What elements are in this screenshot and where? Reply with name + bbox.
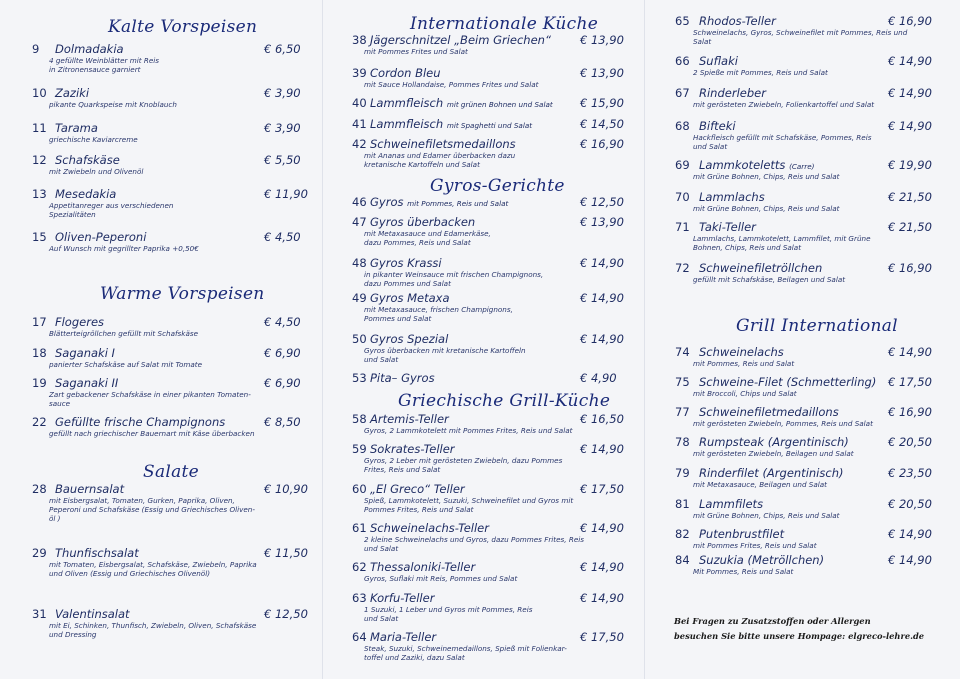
item-name [55, 607, 130, 621]
item-price: € 11,50 [264, 546, 308, 560]
item-price: € 4,50 [264, 315, 301, 329]
item-name-detail: mit Pommes, Reis und Salat [407, 199, 509, 208]
item-number: 18 [32, 346, 47, 360]
item-name-text: Tarama [55, 121, 98, 135]
item-price: € 13,90 [580, 215, 624, 229]
item-name-text: Gyros Spezial [370, 332, 449, 346]
item-price: € 16,90 [888, 14, 932, 28]
item-name-text: Jägerschnitzel „Beim Griechen“ [370, 33, 551, 47]
item-price: € 3,90 [264, 86, 301, 100]
item-name-text: Schafskäse [55, 153, 120, 167]
item-price: € 14,90 [580, 521, 624, 535]
item-number: 59 [352, 442, 367, 456]
item-name [370, 521, 489, 535]
item-name [55, 482, 124, 496]
item-description: Auf Wunsch mit gegrillter Paprika +0,50€ [49, 244, 199, 253]
item-name [370, 560, 475, 574]
item-name-text: Rumpsteak (Argentinisch) [699, 435, 849, 449]
item-name-text: Rinderfilet (Argentinisch) [699, 466, 844, 480]
item-name [699, 220, 756, 234]
item-name [370, 195, 508, 209]
item-number: 84 [675, 553, 690, 567]
item-name-text: Schweinelachs [699, 345, 784, 359]
item-name-text: Schweinefiletröllchen [699, 261, 823, 275]
item-description: mit Tomaten, Eisbergsalat, Schafskäse, Zwiebeln, Paprika und Oliven (Essig und Griechisches Olivenöl) [49, 560, 257, 578]
item-name [699, 190, 765, 204]
item-name [55, 546, 139, 560]
item-price: € 5,50 [264, 153, 301, 167]
item-price: € 17,50 [580, 482, 624, 496]
item-description: mit Eisbergsalat, Tomaten, Gurken, Paprika, Oliven, Peperoni und Schafskäse (Essig und Griechisches Oliven- öl ) [49, 496, 255, 523]
item-name-text: Lammkoteletts [699, 158, 786, 172]
item-name-text: Schweine-Filet (Schmetterling) [699, 375, 877, 389]
item-name [370, 591, 434, 605]
item-name [370, 66, 441, 80]
item-number: 40 [352, 96, 367, 110]
item-number: 12 [32, 153, 47, 167]
item-name-text: Bauernsalat [55, 482, 125, 496]
item-name-text: Saganaki I [55, 346, 115, 360]
item-description: mit Pommes Frites und Salat [364, 47, 468, 56]
item-number: 77 [675, 405, 690, 419]
item-price: € 4,90 [580, 371, 617, 385]
item-description: griechische Kaviarcreme [49, 135, 138, 144]
item-description: mit Ananas und Edamer überbacken dazu kretanische Kartoffeln und Salat [364, 151, 516, 169]
item-number: 81 [675, 497, 690, 511]
item-name [55, 376, 118, 390]
item-name-text: Suzukia (Metröllchen) [699, 553, 825, 567]
item-name [370, 412, 449, 426]
item-name [699, 86, 766, 100]
item-name [370, 482, 465, 496]
item-description: Mit Pommes, Reis und Salat [693, 567, 794, 576]
item-name-text: Schweinefiletmedaillons [699, 405, 839, 419]
allergen-note-line1: Bei Fragen zu Zusatzstoffen oder Allergen [674, 616, 871, 626]
item-name [55, 86, 89, 100]
item-number: 39 [352, 66, 367, 80]
item-name-text: Flogeres [55, 315, 105, 329]
item-description: mit Pommes Frites, Reis und Salat [693, 541, 817, 550]
item-number: 31 [32, 607, 47, 621]
item-name-text: Thunfischsalat [55, 546, 139, 560]
item-price: € 4,50 [264, 230, 301, 244]
item-name-text: Suflaki [699, 54, 738, 68]
item-name [370, 256, 442, 270]
item-description: mit Grüne Bohnen, Chips, Reis und Salat [693, 511, 840, 520]
item-price: € 13,90 [580, 33, 624, 47]
item-price: € 15,90 [580, 96, 624, 110]
item-name [699, 158, 814, 172]
item-name [699, 375, 876, 389]
item-description: Blätterteigröllchen gefüllt mit Schafskäse [49, 329, 199, 338]
item-name-text: Putenbrustfilet [699, 527, 785, 541]
item-name [699, 261, 822, 275]
item-price: € 17,50 [888, 375, 932, 389]
item-description: mit Sauce Hollandaise, Pommes Frites und Salat [364, 80, 539, 89]
item-name-text: Zaziki [55, 86, 90, 100]
item-description: in pikanter Weinsauce mit frischen Champignons, dazu Pommes und Salat [364, 270, 544, 288]
item-price: € 10,90 [264, 482, 308, 496]
item-name-text: Gefüllte frische Champignons [55, 415, 226, 429]
item-name-text: Artemis-Teller [370, 412, 449, 426]
item-name-text: Lammfleisch [370, 96, 444, 110]
item-name [699, 553, 824, 567]
item-name [699, 405, 839, 419]
item-description: mit Zwiebeln und Olivenöl [49, 167, 144, 176]
item-name-text: Schweinelachs-Teller [370, 521, 489, 535]
item-number: 68 [675, 119, 690, 133]
item-number: 49 [352, 291, 367, 305]
item-name [699, 527, 784, 541]
left-panel [0, 0, 322, 679]
item-description: Appetitanreger aus verschiedenen Spezialitäten [49, 201, 174, 219]
item-price: € 21,50 [888, 190, 932, 204]
item-name [370, 442, 455, 456]
item-number: 75 [675, 375, 690, 389]
item-price: € 16,90 [888, 261, 932, 275]
item-number: 70 [675, 190, 690, 204]
item-number: 82 [675, 527, 690, 541]
item-name [699, 466, 843, 480]
item-number: 78 [675, 435, 690, 449]
item-number: 71 [675, 220, 690, 234]
item-description: mit gerösteten Zwiebeln, Pommes, Reis und Salat [693, 419, 873, 428]
item-name [55, 415, 225, 429]
item-description: 2 Spieße mit Pommes, Reis und Salat [693, 68, 828, 77]
item-price: € 20,50 [888, 435, 932, 449]
item-name [55, 315, 104, 329]
item-number: 48 [352, 256, 367, 270]
item-name-text: Mesedakia [55, 187, 117, 201]
item-description: 4 gefüllte Weinblätter mit Reis in Zitronensauce garniert [49, 56, 160, 74]
item-name-text: Thessaloniki-Teller [370, 560, 476, 574]
item-name-detail: mit Spaghetti und Salat [446, 121, 533, 130]
section-title: Griechische Grill-Küche [398, 391, 611, 411]
item-description: Gyros, Suflaki mit Reis, Pommes und Salat [364, 574, 518, 583]
item-number: 19 [32, 376, 47, 390]
item-name [699, 54, 738, 68]
item-price: € 23,50 [888, 466, 932, 480]
item-number: 60 [352, 482, 367, 496]
item-number: 10 [32, 86, 47, 100]
item-name [370, 630, 436, 644]
item-description: gefüllt mit Schafskäse, Beilagen und Salat [693, 275, 846, 284]
item-description: Lammlachs, Lammkotelett, Lammfilet, mit Grüne Bohnen, Chips, Reis und Salat [693, 234, 871, 252]
item-number: 28 [32, 482, 47, 496]
item-name [370, 291, 450, 305]
item-price: € 14,90 [888, 54, 932, 68]
item-number: 69 [675, 158, 690, 172]
middle-panel [322, 0, 644, 679]
item-description: mit Metaxasauce, Beilagen und Salat [693, 480, 827, 489]
item-price: € 14,50 [580, 117, 624, 131]
item-number: 65 [675, 14, 690, 28]
item-name-text: Dolmadakia [55, 42, 124, 56]
item-price: € 14,90 [580, 332, 624, 346]
item-name-text: Taki-Teller [699, 220, 756, 234]
item-name [699, 119, 736, 133]
item-number: 64 [352, 630, 367, 644]
item-name [370, 117, 532, 131]
item-price: € 16,90 [580, 137, 624, 151]
item-price: € 6,90 [264, 376, 301, 390]
item-name [55, 187, 116, 201]
item-description: gefüllt nach griechischer Bauernart mit Käse überbacken [49, 429, 255, 438]
item-number: 46 [352, 195, 367, 209]
item-number: 38 [352, 33, 367, 47]
item-name-text: Lammfilets [699, 497, 764, 511]
item-number: 11 [32, 121, 47, 135]
item-price: € 13,90 [580, 66, 624, 80]
item-price: € 14,90 [888, 553, 932, 567]
item-description: mit gerösteten Zwiebeln, Folienkartoffel und Salat [693, 100, 875, 109]
item-description: Gyros überbacken mit kretanische Kartoffeln und Salat [364, 346, 526, 364]
item-price: € 14,90 [888, 527, 932, 541]
item-description: Hackfleisch gefüllt mit Schafskäse, Pommes, Reis und Salat [693, 133, 872, 151]
item-name [699, 497, 763, 511]
item-description: 1 Suzuki, 1 Leber und Gyros mit Pommes, Reis und Salat [364, 605, 533, 623]
item-price: € 12,50 [264, 607, 308, 621]
item-name [699, 345, 784, 359]
item-name-text: Korfu-Teller [370, 591, 435, 605]
item-description: mit Broccoli, Chips und Salat [693, 389, 797, 398]
allergen-note [674, 614, 944, 644]
section-title: Kalte Vorspeisen [108, 17, 258, 37]
item-price: € 14,90 [580, 591, 624, 605]
section-title: Salate [143, 462, 200, 482]
item-description: mit Grüne Bohnen, Chips, Reis und Salat [693, 172, 840, 181]
item-name [55, 230, 146, 244]
item-number: 15 [32, 230, 47, 244]
item-description: Steak, Suzuki, Schweinemedaillons, Spieß mit Folienkar- toffel und Zaziki, dazu Salat [364, 644, 567, 662]
item-price: € 3,90 [264, 121, 301, 135]
item-number: 17 [32, 315, 47, 329]
item-name-text: Valentinsalat [55, 607, 130, 621]
item-price: € 6,50 [264, 42, 301, 56]
item-price: € 14,90 [888, 119, 932, 133]
item-price: € 14,90 [580, 560, 624, 574]
item-name [370, 137, 516, 151]
item-description: mit Metaxasauce, frischen Champignons, Pommes und Salat [364, 305, 513, 323]
item-description: mit Ei, Schinken, Thunfisch, Zwiebeln, Oliven, Schafskäse und Dressing [49, 621, 257, 639]
item-name-text: Gyros Krassi [370, 256, 442, 270]
item-description: mit gerösteten Zwiebeln, Beilagen und Salat [693, 449, 854, 458]
section-title: Grill International [736, 316, 898, 336]
item-price: € 16,90 [888, 405, 932, 419]
item-number: 58 [352, 412, 367, 426]
item-description: Spieß, Lammkotelett, Suzuki, Schweinefilet und Gyros mit Pommes Frites, Reis und Salat [364, 496, 574, 514]
item-price: € 14,90 [888, 345, 932, 359]
item-name-text: Schweinefiletsmedaillons [370, 137, 516, 151]
item-number: 9 [32, 42, 40, 56]
item-description: panierter Schafskäse auf Salat mit Tomate [49, 360, 203, 369]
item-name-text: Lammlachs [699, 190, 765, 204]
item-description: Gyros, 2 Leber mit gerösteten Zwiebeln, dazu Pommes Frites, Reis und Salat [364, 456, 563, 474]
item-name [370, 371, 435, 385]
item-number: 63 [352, 591, 367, 605]
item-number: 66 [675, 54, 690, 68]
item-name-text: Maria-Teller [370, 630, 437, 644]
item-name [699, 14, 776, 28]
item-name [55, 121, 98, 135]
item-number: 42 [352, 137, 367, 151]
item-name [55, 42, 124, 56]
item-name-text: Cordon Bleu [370, 66, 441, 80]
item-number: 79 [675, 466, 690, 480]
item-number: 50 [352, 332, 367, 346]
allergen-note-line2: besuchen Sie bitte unsere Hompage: elgreco-lehre.de [674, 631, 925, 641]
item-description: Zart gebackener Schafskäse in einer pikanten Tomaten- sauce [49, 390, 251, 408]
item-number: 62 [352, 560, 367, 574]
item-name-text: Saganaki II [55, 376, 119, 390]
item-name [699, 435, 849, 449]
item-name-text: Pita– Gyros [370, 371, 435, 385]
item-name-text: Gyros Metaxa [370, 291, 450, 305]
item-price: € 6,90 [264, 346, 301, 360]
item-price: € 8,50 [264, 415, 301, 429]
item-name-text: Rhodos-Teller [699, 14, 776, 28]
item-name [370, 33, 551, 47]
item-name [370, 332, 448, 346]
item-name-text: Gyros [370, 195, 404, 209]
item-number: 29 [32, 546, 47, 560]
item-name-detail: (Carre) [789, 162, 815, 171]
section-title: Internationale Küche [410, 14, 599, 34]
item-name-text: Sokrates-Teller [370, 442, 455, 456]
item-description: mit Grüne Bohnen, Chips, Reis und Salat [693, 204, 840, 213]
item-name-text: „El Greco“ Teller [370, 482, 465, 496]
item-price: € 12,50 [580, 195, 624, 209]
item-description: 2 kleine Schweinelachs und Gyros, dazu Pommes Frites, Reis und Salat [364, 535, 584, 553]
item-name [55, 153, 120, 167]
item-name-text: Rinderleber [699, 86, 766, 100]
item-number: 53 [352, 371, 367, 385]
right-panel [644, 0, 960, 679]
item-price: € 21,50 [888, 220, 932, 234]
item-description: mit Pommes, Reis und Salat [693, 359, 795, 368]
item-name-text: Gyros überbacken [370, 215, 476, 229]
section-title: Gyros-Gerichte [430, 176, 565, 196]
item-number: 74 [675, 345, 690, 359]
section-title: Warme Vorspeisen [100, 284, 265, 304]
item-name-text: Bifteki [699, 119, 736, 133]
item-name [370, 215, 475, 229]
item-number: 67 [675, 86, 690, 100]
item-price: € 16,50 [580, 412, 624, 426]
item-number: 41 [352, 117, 367, 131]
item-number: 47 [352, 215, 367, 229]
item-price: € 20,50 [888, 497, 932, 511]
item-number: 61 [352, 521, 367, 535]
item-price: € 14,90 [580, 442, 624, 456]
item-price: € 14,90 [580, 256, 624, 270]
item-number: 22 [32, 415, 47, 429]
item-name-text: Lammfleisch [370, 117, 444, 131]
item-name [55, 346, 115, 360]
item-description: Schweinelachs, Gyros, Schweinefilet mit Pommes, Reis und Salat [693, 28, 908, 46]
item-price: € 11,90 [264, 187, 308, 201]
item-number: 72 [675, 261, 690, 275]
item-name-text: Oliven-Peperoni [55, 230, 147, 244]
item-description: Gyros, 2 Lammkotelett mit Pommes Frites, Reis und Salat [364, 426, 573, 435]
item-description: pikante Quarkspeise mit Knoblauch [49, 100, 177, 109]
item-name [370, 96, 553, 110]
item-price: € 17,50 [580, 630, 624, 644]
item-number: 13 [32, 187, 47, 201]
item-name-detail: mit grünen Bohnen und Salat [446, 100, 553, 109]
item-price: € 14,90 [888, 86, 932, 100]
item-price: € 14,90 [580, 291, 624, 305]
item-price: € 19,90 [888, 158, 932, 172]
item-description: mit Metaxasauce und Edamerkäse, dazu Pommes, Reis und Salat [364, 229, 491, 247]
